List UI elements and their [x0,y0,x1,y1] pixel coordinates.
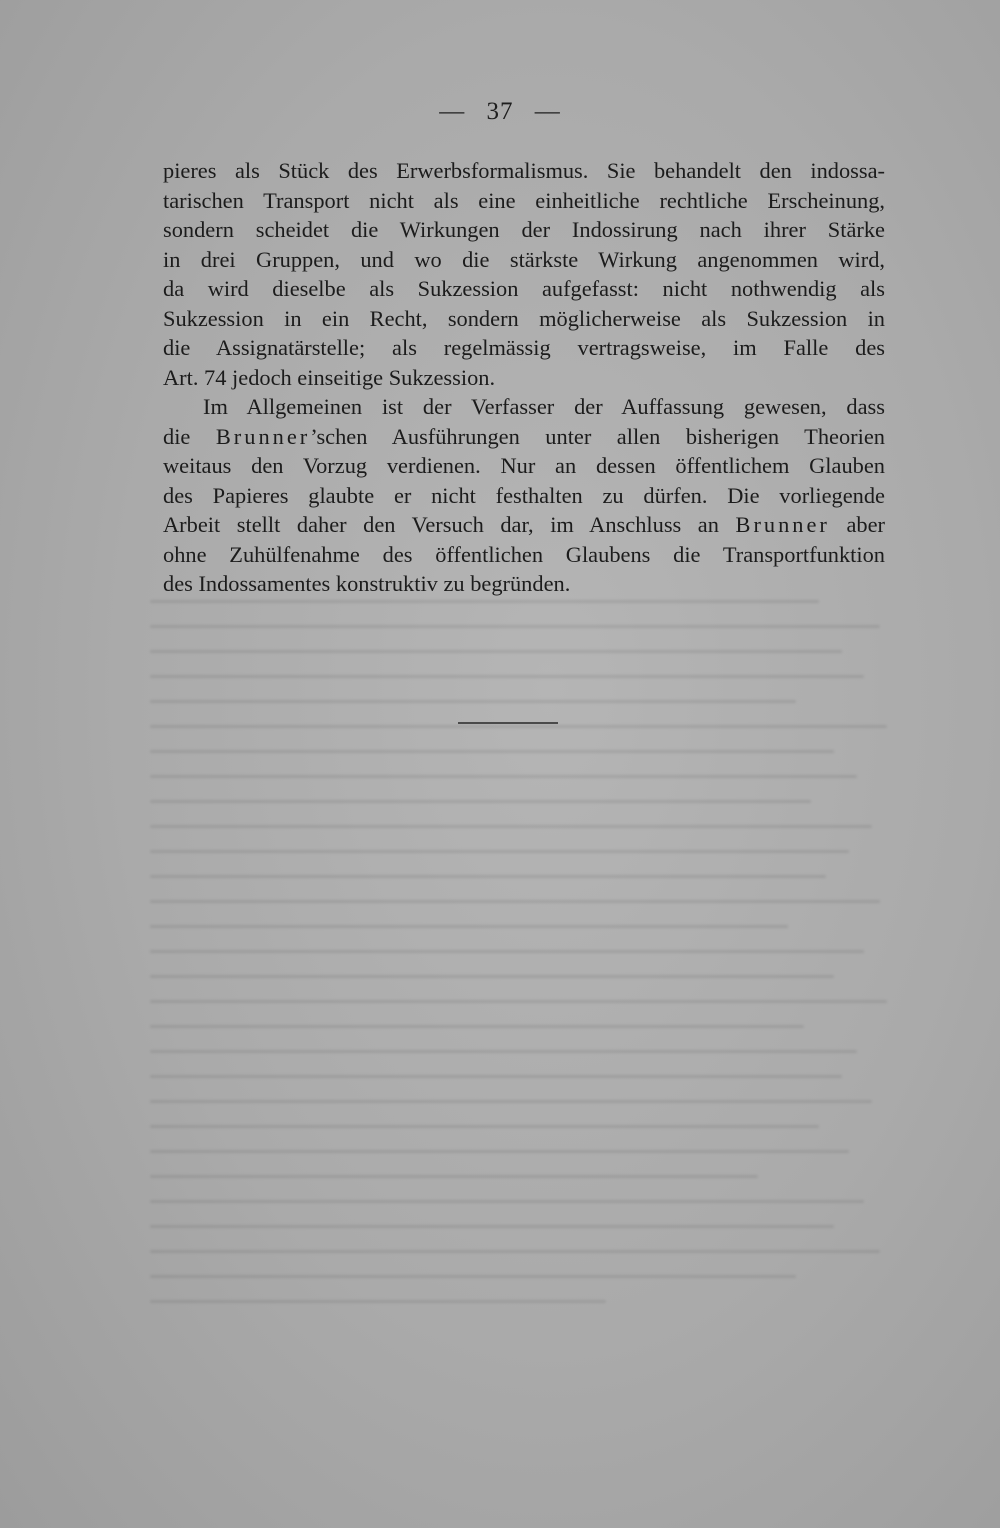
text-line: die Assignatärstelle; als regelmässig vertragsweise, im Falle des [163,335,885,360]
bleed-through-texture [150,600,910,1360]
text-line: weitaus den Vorzug verdienen. Nur an dessen öffentlichem Glauben [163,453,885,478]
text-fragment: ’schen Ausführungen unter allen bisherigen Theorien [310,423,885,449]
end-rule [458,722,558,724]
text-line: Art. 74 jedoch einseitige Sukzession. [163,364,496,390]
text-line: des Papieres glaubte er nicht festhalten zu dürfen. Die vorliegende [163,482,885,508]
text-line: Im Allgemeinen ist der Verfasser der Auffassung gewesen, dass [203,394,885,419]
text-line: sondern scheidet die Wirkungen der Indossirung nach ihrer Stärke [163,217,885,242]
author-name-spaced: Brunner [215,423,311,449]
text-line: Sukzession in ein Recht, sondern möglicherweise als Sukzession in [163,305,885,331]
paragraph-2 [163,392,885,599]
text-line: da wird dieselbe als Sukzession aufgefasst: nicht nothwendig als [163,276,885,301]
text-line: tarischen Transport nicht als eine einheitliche rechtliche Erscheinung, [163,187,885,213]
text-fragment: aber [829,512,885,537]
text-line: pieres als Stück des Erwerbsformalismus. Sie behandelt den indossa- [163,158,885,183]
author-name-spaced: Brunner [735,512,830,537]
text-fragment: Arbeit stellt daher den Versuch dar, im Anschluss an [163,512,736,537]
page-number: — 37 — [439,98,561,125]
text-fragment: die [163,423,216,449]
text-line [163,422,885,452]
paragraph-1 [163,156,885,392]
text-line: des Indossamentes konstruktiv zu begründen. [163,571,571,596]
body-text [163,156,885,599]
text-line [163,510,885,540]
text-line: in drei Gruppen, und wo die stärkste Wirkung angenommen wird, [163,246,885,272]
text-line: ohne Zuhülfenahme des öffentlichen Glaubens die Transportfunktion [163,541,885,567]
